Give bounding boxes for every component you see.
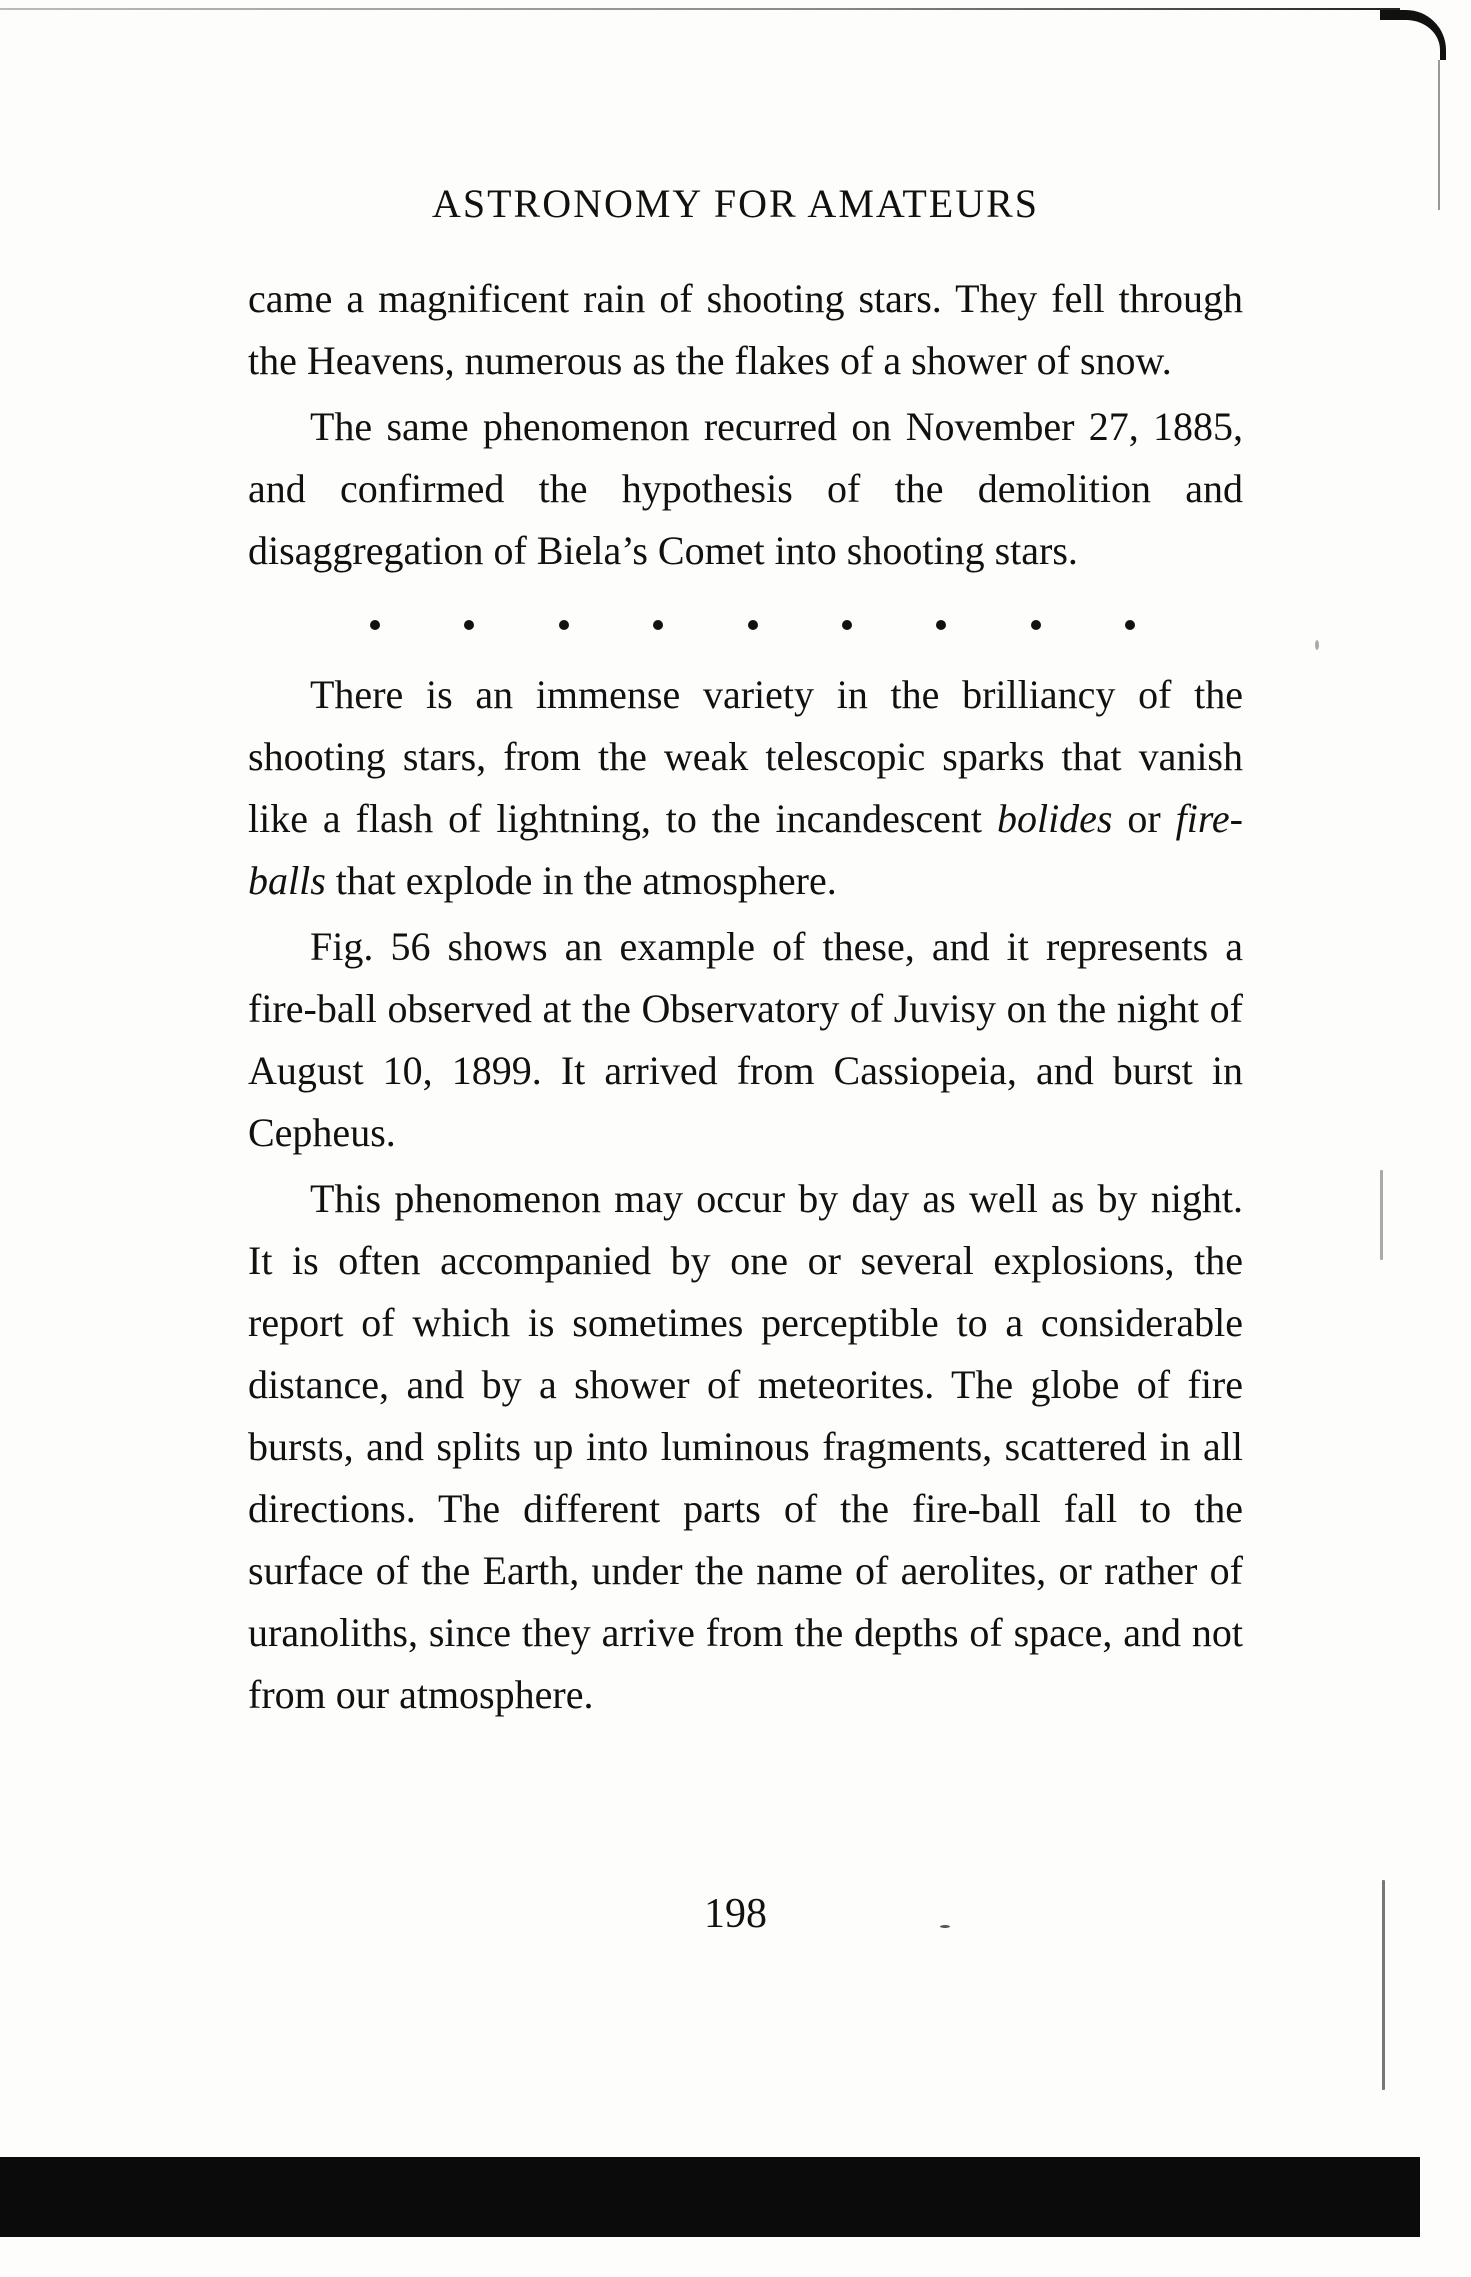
paragraph-4: Fig. 56 shows an example of these, and it represents a fire-ball observed at the Observatory of Juvisy on the night of August 10, 1899. It arrived from Cassiopeia, and burst in Cepheus. xyxy=(248,924,1243,1155)
paragraph-5: This phenomenon may occur by day as well as by night. It is often accompanied by one or several explosions, the report of which is sometimes perceptible to a considerable distance, and by a shower of meteorites. The globe of fire bursts, and splits up into luminous fragments, scattered in all directions. The different parts of the fire-ball fall to the surface of the Earth, under the name of aerolites, or rather of uranoliths, since they arrive from the depths of space, and not from our atmosphere. xyxy=(248,1176,1243,1717)
p3-text: There is an immense variety in the brilliancy of the shooting stars, from the weak telescopic sparks that vanish like a flash of lightning, to the incandescent xyxy=(248,672,1243,841)
section-break-dots xyxy=(370,590,1135,660)
dot xyxy=(748,620,758,630)
dot xyxy=(842,620,852,630)
body-text xyxy=(248,268,1243,1726)
dot xyxy=(1125,620,1135,630)
paragraph-3 xyxy=(248,664,1243,912)
p3-text: that explode in the atmosphere. xyxy=(325,858,837,903)
dot xyxy=(464,620,474,630)
paragraph-1: came a magnificent rain of shooting stars. They fell through the Heavens, numerous as the flakes of a shower of snow. xyxy=(248,276,1243,383)
italic-fire-balls: fire-balls xyxy=(248,796,1243,903)
dot xyxy=(653,620,663,630)
dot xyxy=(559,620,569,630)
scan-speck xyxy=(1315,640,1319,650)
page-corner-shadow xyxy=(1380,10,1446,60)
running-header: ASTRONOMY FOR AMATEURS xyxy=(431,181,1040,226)
paragraph-2: The same phenomenon recurred on November 27, 1885, and confirmed the hypothesis of the demolition and disaggregation of Biela’s Comet into shooting stars. xyxy=(248,404,1243,573)
p3-text: or xyxy=(1112,796,1176,841)
page-number: 198 xyxy=(704,1891,767,1937)
dot xyxy=(936,620,946,630)
dot xyxy=(370,620,380,630)
top-edge-rule xyxy=(0,8,1400,10)
scan-speck xyxy=(940,1925,950,1928)
scan-speck xyxy=(1380,1170,1383,1260)
dot xyxy=(1031,620,1041,630)
italic-bolides: bolides xyxy=(996,796,1113,841)
scan-speck xyxy=(1382,1880,1385,2090)
bottom-scan-band xyxy=(0,2157,1420,2237)
